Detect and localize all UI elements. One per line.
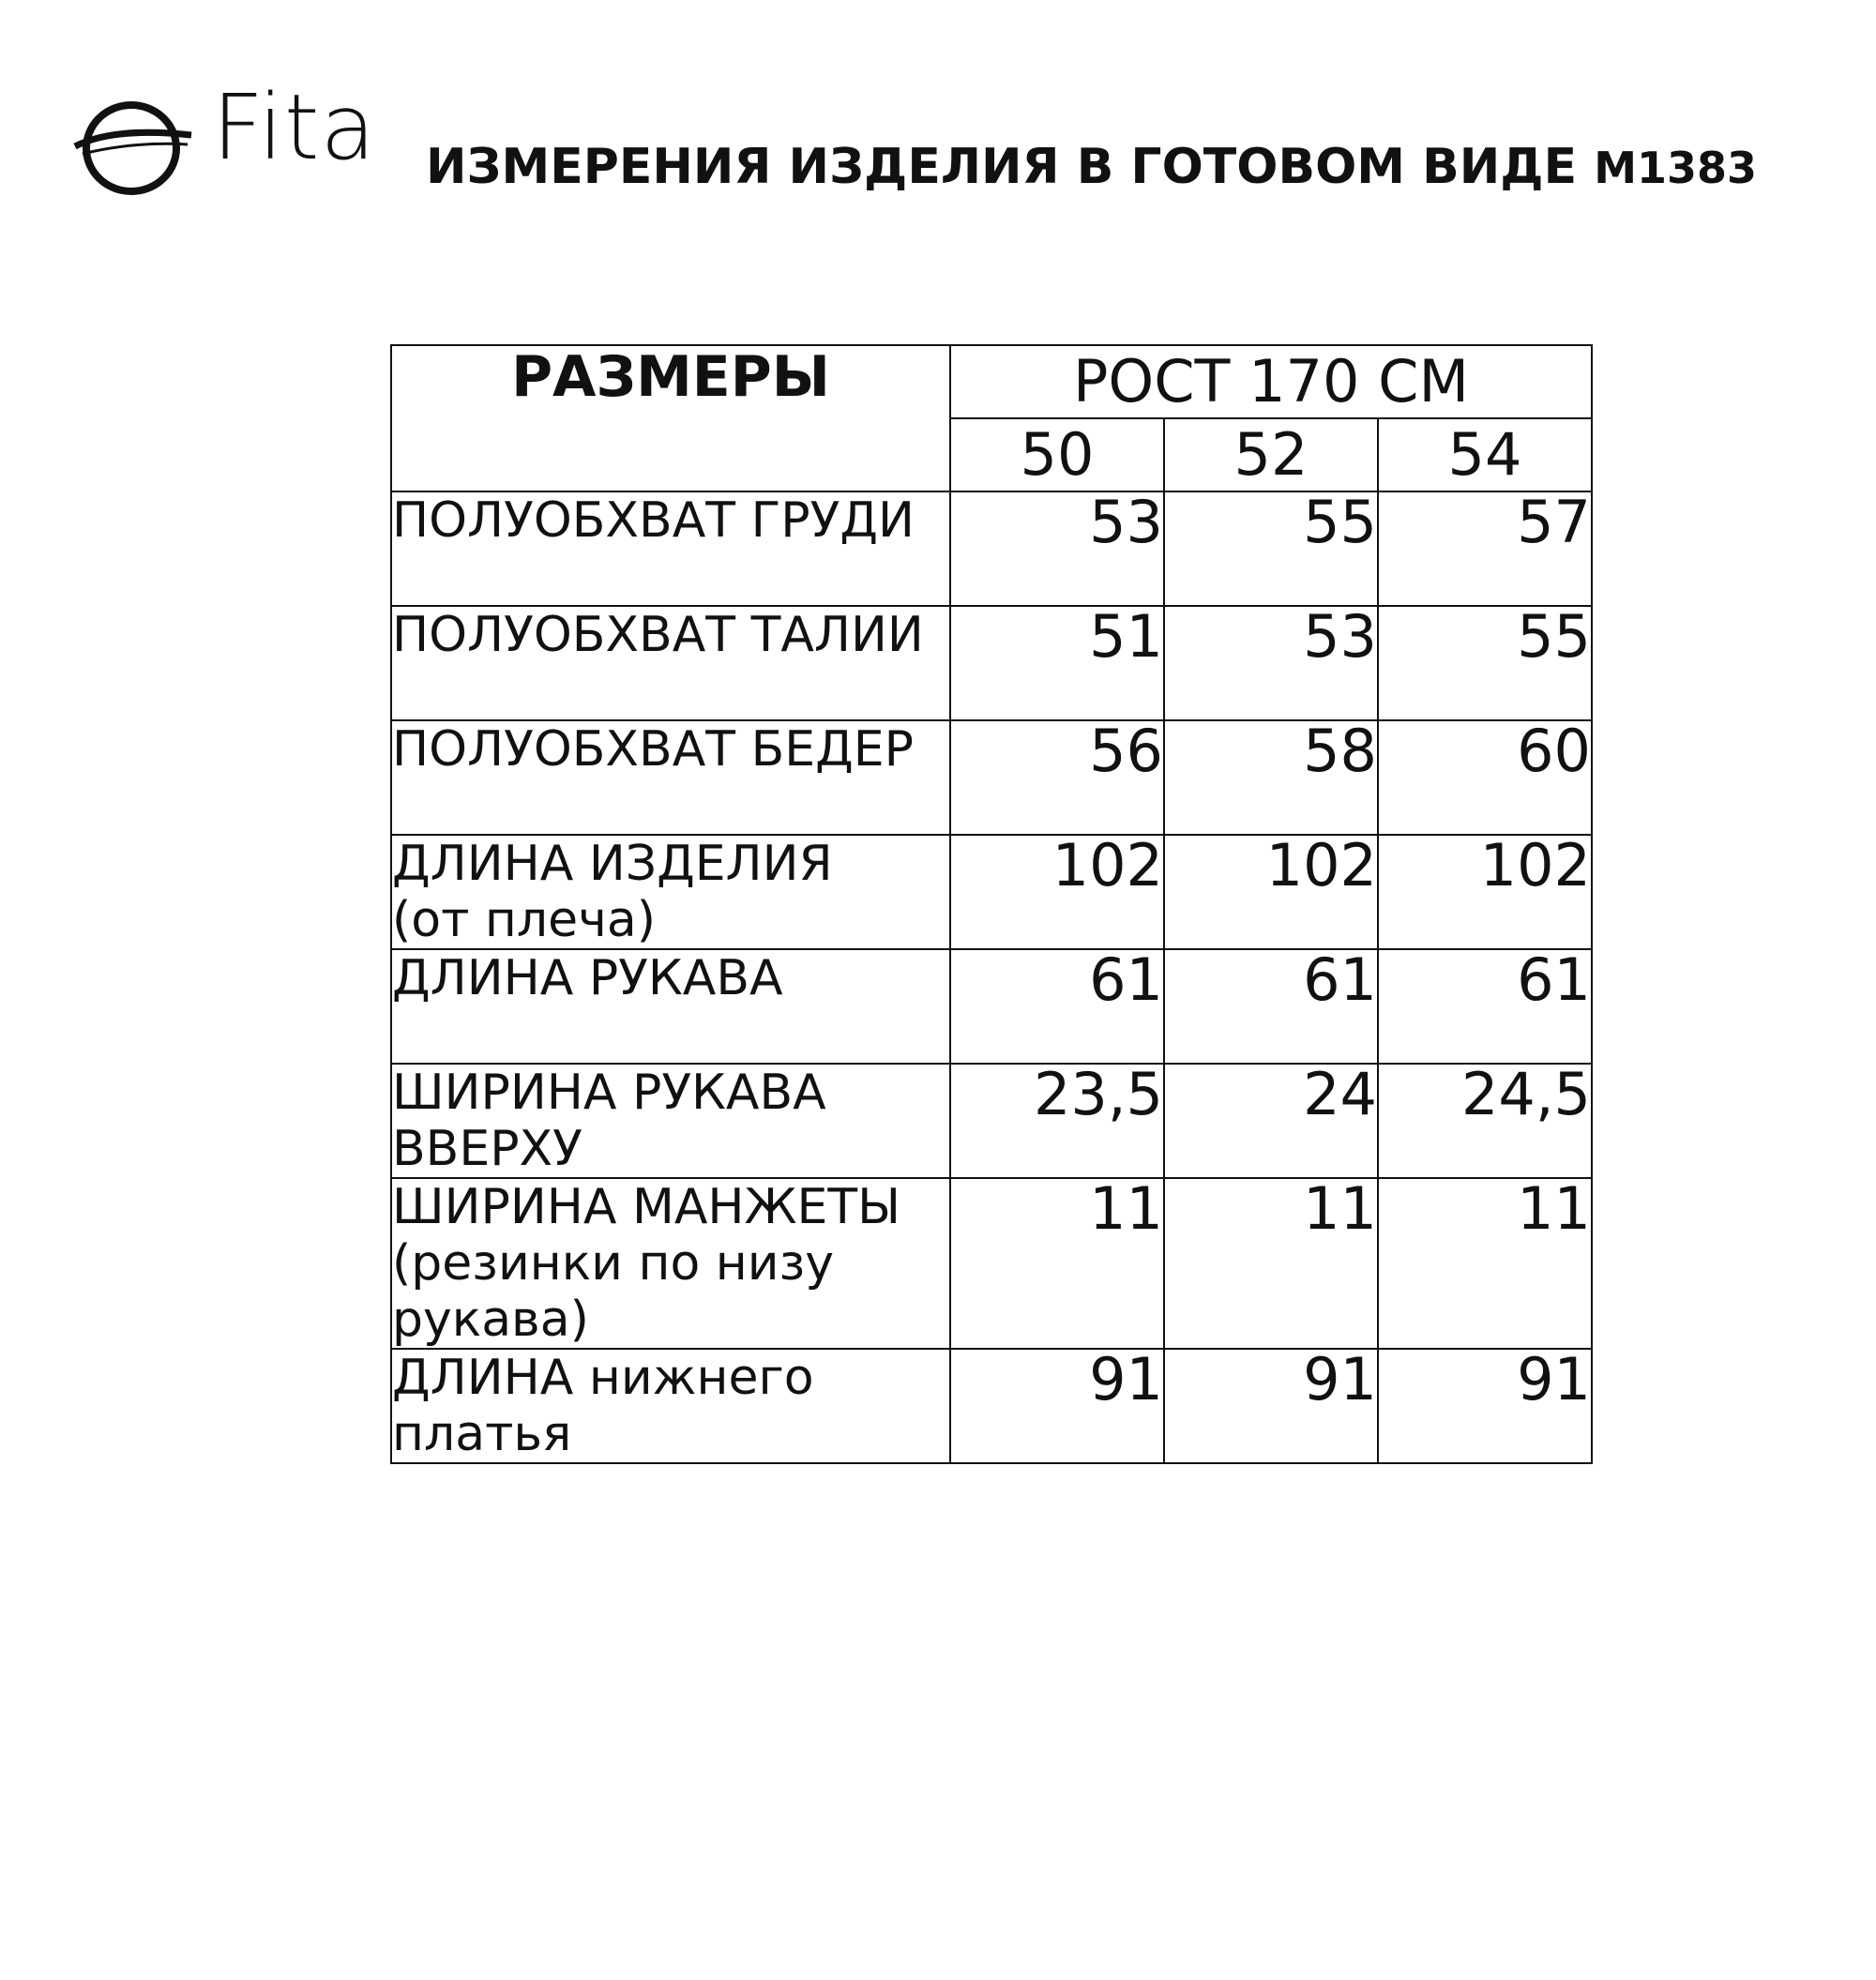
- measure-value: 60: [1378, 720, 1592, 835]
- measure-value: 55: [1164, 491, 1378, 606]
- table-row: [391, 949, 1592, 1064]
- fita-theta-icon: [73, 92, 195, 195]
- measure-value: 61: [1378, 949, 1592, 1064]
- measure-label: ШИРИНА РУКАВА ВВЕРХУ: [391, 1064, 950, 1178]
- size-header: 50: [950, 418, 1164, 491]
- size-chart-table: [390, 344, 1593, 1464]
- measure-label: ПОЛУОБХВАТ ТАЛИИ: [391, 606, 950, 720]
- measure-value: 55: [1378, 606, 1592, 720]
- size-header: 52: [1164, 418, 1378, 491]
- height-group-header: РОСТ 170 СМ: [950, 345, 1592, 418]
- measure-label: ДЛИНА РУКАВА: [391, 949, 950, 1064]
- brand-logo: [73, 75, 392, 199]
- measure-value: 61: [1164, 949, 1378, 1064]
- brand-name: Fita: [212, 75, 377, 180]
- measure-label: ДЛИНА нижнего платья: [391, 1349, 950, 1463]
- measure-value: 57: [1378, 491, 1592, 606]
- model-code: M1383: [1594, 143, 1758, 193]
- table-row: [391, 835, 1592, 949]
- measure-value: 51: [950, 606, 1164, 720]
- measure-value: 61: [950, 949, 1164, 1064]
- measure-value: 58: [1164, 720, 1378, 835]
- measure-value: 24,5: [1378, 1064, 1592, 1178]
- table-row: [391, 606, 1592, 720]
- measure-value: 23,5: [950, 1064, 1164, 1178]
- measure-value: 91: [950, 1349, 1164, 1463]
- measure-value: 56: [950, 720, 1164, 835]
- size-header: 54: [1378, 418, 1592, 491]
- measure-value: 102: [1164, 835, 1378, 949]
- table-row: [391, 1178, 1592, 1349]
- measure-label: ПОЛУОБХВАТ БЕДЕР: [391, 720, 950, 835]
- table-row: [391, 491, 1592, 606]
- measure-label: ДЛИНА ИЗДЕЛИЯ (от плеча): [391, 835, 950, 949]
- sizes-header: РАЗМЕРЫ: [391, 345, 950, 491]
- table-row: [391, 1064, 1592, 1178]
- measure-value: 24: [1164, 1064, 1378, 1178]
- measure-value: 11: [950, 1178, 1164, 1349]
- measure-label: ШИРИНА МАНЖЕТЫ (резинки по низу рукава): [391, 1178, 950, 1349]
- measure-value: 53: [1164, 606, 1378, 720]
- measure-value: 53: [950, 491, 1164, 606]
- measure-value: 102: [950, 835, 1164, 949]
- measure-value: 102: [1378, 835, 1592, 949]
- measure-value: 91: [1164, 1349, 1378, 1463]
- measure-label: ПОЛУОБХВАТ ГРУДИ: [391, 491, 950, 606]
- table-row: [391, 1349, 1592, 1463]
- measure-value: 11: [1164, 1178, 1378, 1349]
- title-main: ИЗМЕРЕНИЯ ИЗДЕЛИЯ В ГОТОВОМ ВИДЕ: [426, 139, 1578, 195]
- page-title: [426, 139, 1758, 195]
- page-header: [73, 75, 1855, 199]
- table-row: [391, 720, 1592, 835]
- measure-value: 11: [1378, 1178, 1592, 1349]
- measure-value: 91: [1378, 1349, 1592, 1463]
- table-header-row: [391, 345, 1592, 418]
